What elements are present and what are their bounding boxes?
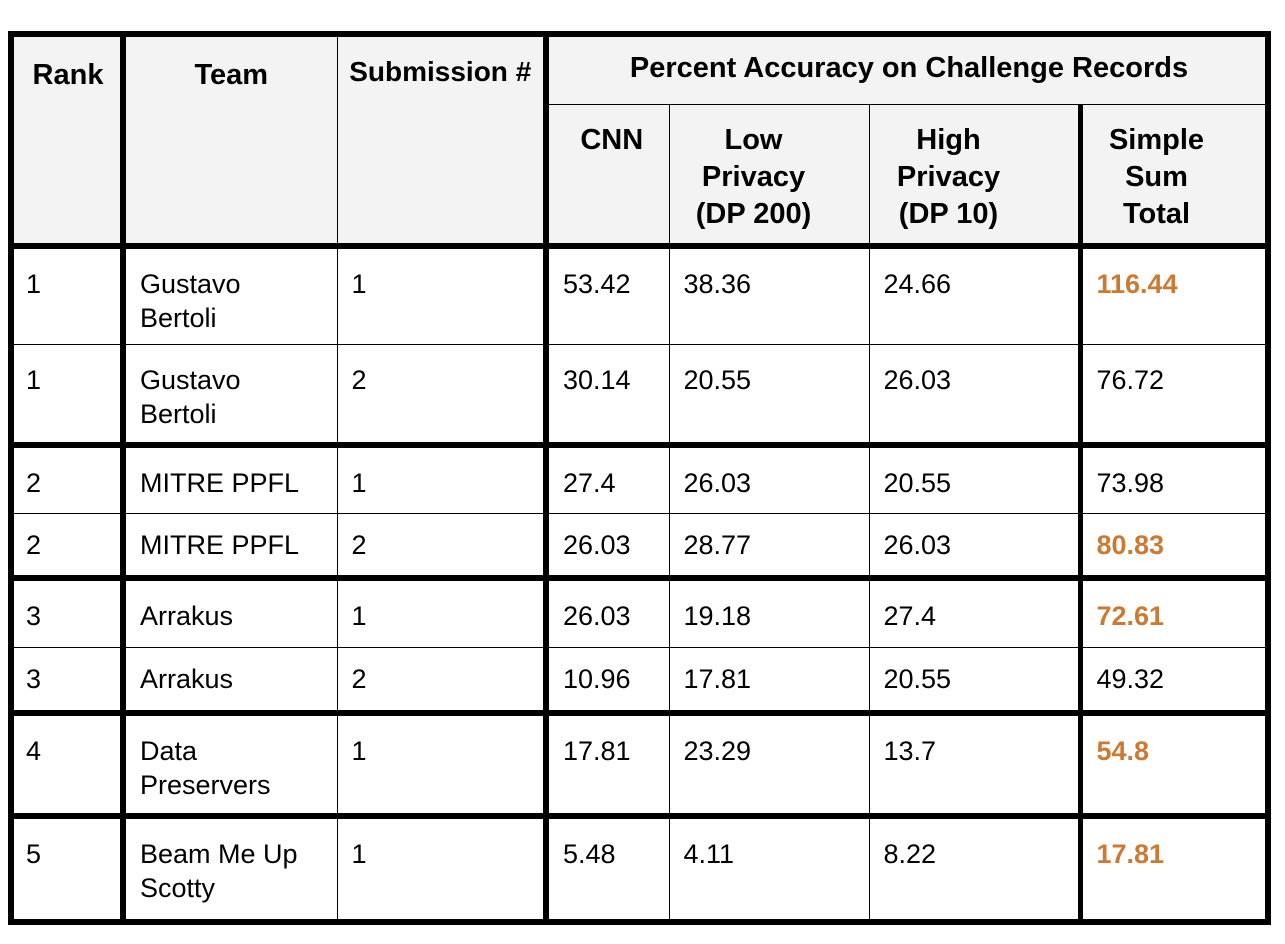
header-simple-sum: Simple Sum Total	[1080, 104, 1268, 246]
cell-team: Arrakus	[123, 647, 337, 712]
cell-high-privacy: 20.55	[869, 647, 1080, 712]
cell-high-privacy: 20.55	[869, 445, 1080, 513]
table-row	[11, 713, 1268, 817]
table-row	[11, 345, 1268, 446]
table-row	[11, 816, 1268, 922]
cell-rank: 1	[11, 345, 123, 446]
cell-submission: 2	[337, 647, 546, 712]
cell-high-privacy: 13.7	[869, 713, 1080, 817]
cell-cnn: 26.03	[546, 578, 669, 647]
cell-cnn: 26.03	[546, 514, 669, 578]
cell-simple-sum: 73.98	[1080, 445, 1268, 513]
table-row	[11, 246, 1268, 345]
cell-cnn: 53.42	[546, 246, 669, 345]
table-body	[11, 246, 1268, 922]
cell-cnn: 17.81	[546, 713, 669, 817]
header-low-privacy: Low Privacy (DP 200)	[669, 104, 869, 246]
cell-team: Gustavo Bertoli	[123, 246, 337, 345]
cell-team: Gustavo Bertoli	[123, 345, 337, 446]
cell-rank: 3	[11, 647, 123, 712]
header-percent-accuracy: Percent Accuracy on Challenge Records	[546, 34, 1268, 104]
cell-team: Beam Me Up Scotty	[123, 816, 337, 922]
cell-team: Arrakus	[123, 578, 337, 647]
cell-high-privacy: 8.22	[869, 816, 1080, 922]
cell-cnn: 10.96	[546, 647, 669, 712]
cell-simple-sum: 17.81	[1080, 816, 1268, 922]
cell-low-privacy: 23.29	[669, 713, 869, 817]
cell-simple-sum: 49.32	[1080, 647, 1268, 712]
cell-simple-sum: 54.8	[1080, 713, 1268, 817]
cell-simple-sum: 72.61	[1080, 578, 1268, 647]
results-table	[8, 31, 1271, 925]
header-team: Team	[123, 34, 337, 246]
cell-rank: 2	[11, 514, 123, 578]
cell-high-privacy: 26.03	[869, 514, 1080, 578]
cell-rank: 3	[11, 578, 123, 647]
cell-simple-sum: 116.44	[1080, 246, 1268, 345]
cell-low-privacy: 28.77	[669, 514, 869, 578]
table-header	[11, 34, 1268, 246]
cell-submission: 2	[337, 345, 546, 446]
table-row	[11, 578, 1268, 647]
cell-cnn: 5.48	[546, 816, 669, 922]
cell-simple-sum: 80.83	[1080, 514, 1268, 578]
header-high-privacy: High Privacy (DP 10)	[869, 104, 1080, 246]
cell-low-privacy: 38.36	[669, 246, 869, 345]
cell-low-privacy: 17.81	[669, 647, 869, 712]
cell-simple-sum: 76.72	[1080, 345, 1268, 446]
cell-submission: 1	[337, 713, 546, 817]
cell-low-privacy: 26.03	[669, 445, 869, 513]
table-row	[11, 514, 1268, 578]
cell-submission: 2	[337, 514, 546, 578]
cell-high-privacy: 27.4	[869, 578, 1080, 647]
cell-submission: 1	[337, 578, 546, 647]
cell-rank: 1	[11, 246, 123, 345]
header-rank: Rank	[11, 34, 123, 246]
cell-team: MITRE PPFL	[123, 445, 337, 513]
header-cnn: CNN	[546, 104, 669, 246]
results-table-container	[8, 31, 1265, 925]
table-row	[11, 445, 1268, 513]
header-submission: Submission #	[337, 34, 546, 246]
cell-low-privacy: 4.11	[669, 816, 869, 922]
cell-team: MITRE PPFL	[123, 514, 337, 578]
cell-submission: 1	[337, 246, 546, 345]
cell-rank: 4	[11, 713, 123, 817]
cell-rank: 5	[11, 816, 123, 922]
cell-submission: 1	[337, 445, 546, 513]
cell-low-privacy: 20.55	[669, 345, 869, 446]
cell-cnn: 27.4	[546, 445, 669, 513]
cell-high-privacy: 24.66	[869, 246, 1080, 345]
table-row	[11, 647, 1268, 712]
cell-high-privacy: 26.03	[869, 345, 1080, 446]
cell-team: Data Preservers	[123, 713, 337, 817]
cell-rank: 2	[11, 445, 123, 513]
cell-submission: 1	[337, 816, 546, 922]
cell-low-privacy: 19.18	[669, 578, 869, 647]
cell-cnn: 30.14	[546, 345, 669, 446]
